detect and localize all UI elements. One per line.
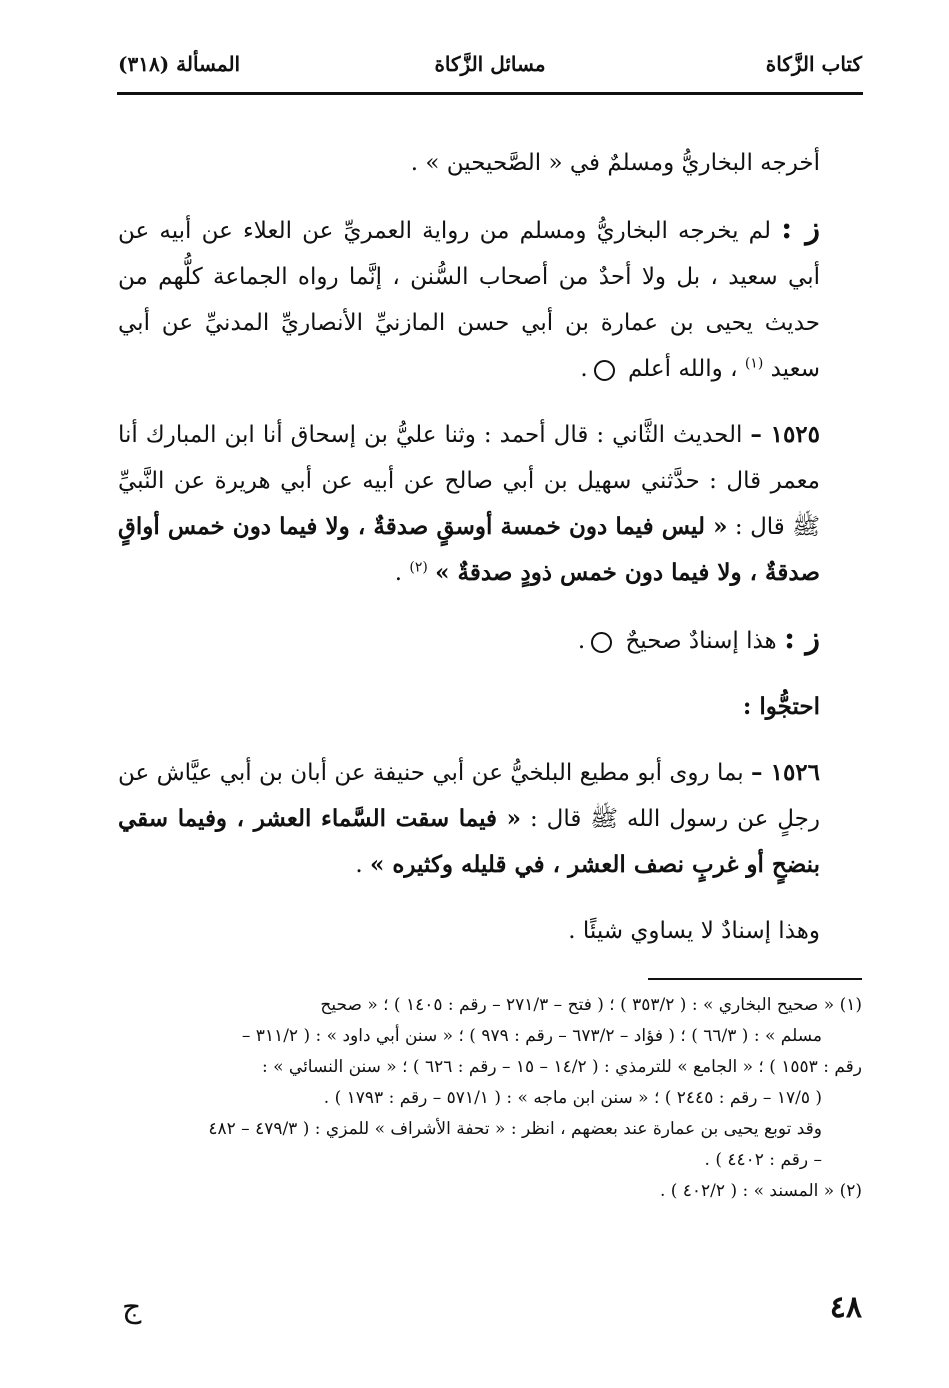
hadith-number: ١٥٢٦ –: [751, 759, 821, 786]
hadith-1526: ١٥٢٦ – بما روى أبو مطيع البلخيُّ عن أبي حنيفة عن أبان بن أبي عيَّاش عن رجلٍ عن رسول الله ﷺ قال : « فيما سقت السَّماء العشر ، وفيما سقي بنضحٍ أو غربٍ نصف العشر ، في قليله وكثيره » .: [118, 759, 821, 878]
main-text: [118, 140, 862, 974]
header-section-title: مسائل الزَّكاة: [434, 52, 546, 76]
zay-marker: ز :: [781, 211, 820, 246]
subheading-text: احتجُّوا :: [742, 693, 820, 720]
paragraph-zay-1-text: لم يخرجه البخاريُّ ومسلم من رواية العمريِّ عن العلاء عن أبيه عن أبي سعيد ، بل ولا أحدٌ من أصحاب السُّنن ، إنَّما رواه الجماعة كلُّهم من حديث يحيى بن عمارة بن أبي حسن المازنيِّ الأنصاريِّ المدنيِّ عن أبي سعيد: [118, 218, 820, 382]
footnote-ref-1: (١): [744, 355, 764, 372]
footnote-1-line: رقم : ١٥٥٣ ) ؛ « الجامع » للترمذي : ( ١٤/٢ – ١٥ – رقم : ٦٢٦ ) ؛ « سنن النسائي » :: [261, 1057, 862, 1077]
hadith-1525-isnad: الحديث الثَّاني : قال أحمد : وثنا عليُّ بن إسحاق أنا ابن المبارك أنا معمر قال : حدَّثني سهيل بن أبي صالح عن أبيه عن أبي هريرة عن النَّبيِّ ﷺ قال :: [118, 422, 820, 540]
header-rule: [117, 92, 863, 95]
footnote-2-line: (٢) « المسند » : ( ٤٠٢/٢ ) .: [659, 1181, 862, 1201]
footnote-rule: [648, 978, 862, 980]
signature-mark: ج: [122, 1290, 142, 1325]
running-header: [118, 44, 862, 84]
page-number: ٤٨: [829, 1290, 862, 1325]
hadith-1525-matn: « ليس فيما دون خمسة أوسقٍ صدقةٌ ، ولا فيما دون خمس أواقٍ صدقةٌ ، ولا فيما دون خمس ذودٍ صدقةٌ »: [118, 513, 820, 586]
header-book-title: كتاب الزَّكاة: [765, 52, 862, 76]
end-circle-icon: [591, 632, 612, 653]
paragraph-zay-2-text: هذا إسنادٌ صحيحٌ: [625, 628, 777, 654]
footnotes: [118, 990, 862, 1207]
header-issue-number: المسألة (٣١٨): [118, 52, 241, 76]
paragraph-verdict-text: وهذا إسنادٌ لا يساوي شيئًا .: [568, 918, 820, 944]
paragraph-zay-1: ز : لم يخرجه البخاريُّ ومسلم من رواية العمريِّ عن العلاء عن أبيه عن أبي سعيد ، بل ولا أحدٌ من أصحاب السُّنن ، إنَّما رواه الجماعة كلُّهم من حديث يحيى بن عمارة بن أبي حسن المازنيِّ الأنصاريِّ المدنيِّ عن أبي سعيد $^{(١)}$ ، والله أعلم .: [118, 211, 820, 382]
hadith-1526-matn: « فيما سقت السَّماء العشر ، وفيما سقي بنضحٍ أو غربٍ نصف العشر ، في قليله وكثيره »: [118, 805, 820, 878]
zay-marker: ز :: [783, 621, 820, 656]
footnote-1-line: (١) « صحيح البخاري » : ( ٣٥٣/٢ ) ؛ ( فتح – ٢٧١/٣ – رقم : ١٤٠٥ ) ؛ « صحيح: [320, 995, 862, 1015]
paragraph-takhrij-text: أخرجه البخاريُّ ومسلمٌ في « الصَّحيحين » .: [410, 150, 820, 176]
footnote-1-line: مسلم » : ( ٦٦/٣ ) ؛ ( فؤاد – ٦٧٣/٢ – رقم : ٩٧٩ ) ؛ « سنن أبي داود » : ( ٣١١/٢ –: [241, 1026, 822, 1046]
hadith-number: ١٥٢٥ –: [750, 421, 821, 448]
footnote-1-line: ( ١٧/٥ – رقم : ٢٤٤٥ ) ؛ « سنن ابن ماجه » : ( ٥٧١/١ – رقم : ١٧٩٣ ) .: [323, 1088, 822, 1108]
footnote-1-line: وقد توبع يحيى بن عمارة عند بعضهم ، انظر : « تحفة الأشراف » للمزي : ( ٤٧٩/٣ – ٤٨٢: [208, 1119, 822, 1139]
subheading-ihtajju: [118, 684, 862, 730]
hadith-1525: ١٥٢٥ – الحديث الثَّاني : قال أحمد : وثنا عليُّ بن إسحاق أنا ابن المبارك أنا معمر قال : حدَّثني سهيل بن أبي صالح عن أبيه عن أبي هريرة عن النَّبيِّ ﷺ قال : « ليس فيما دون خمسة أوسقٍ صدقةٌ ، ولا فيما دون خمس أواقٍ صدقةٌ ، ولا فيما دون خمس ذودٍ صدقةٌ » $^{(٢)}$ .: [118, 421, 821, 586]
paragraph-zay-1-end: ، والله أعلم: [627, 356, 738, 382]
footnote-ref-2: (٢): [409, 559, 428, 576]
paragraph-zay-2: ز : هذا إسنادٌ صحيحٌ .: [577, 621, 820, 656]
end-circle-icon: [594, 360, 615, 381]
paragraph-verdict: [118, 908, 862, 954]
hadith-1526-isnad: بما روى أبو مطيع البلخيُّ عن أبي حنيفة عن أبان بن أبي عيَّاش عن رجلٍ عن رسول الله ﷺ قال :: [118, 760, 820, 832]
paragraph-takhrij: [118, 140, 862, 186]
footnote-1-line: – رقم : ٤٤٠٢ ) .: [704, 1150, 822, 1170]
